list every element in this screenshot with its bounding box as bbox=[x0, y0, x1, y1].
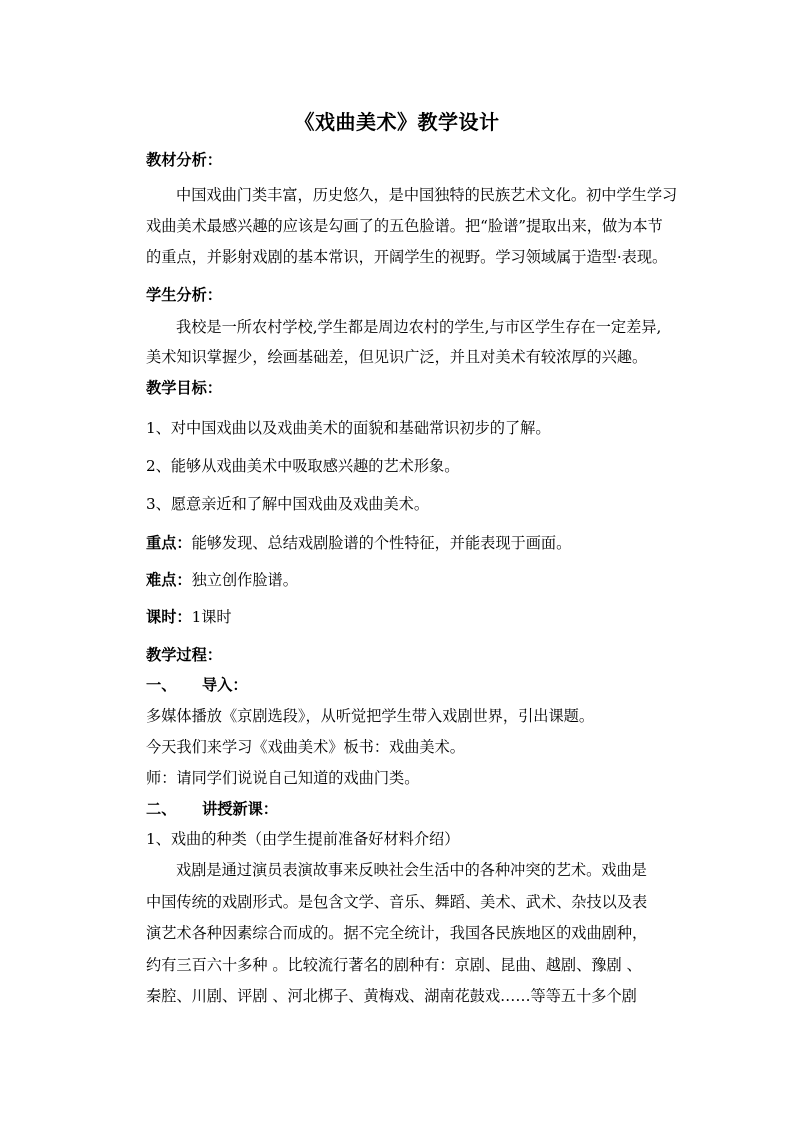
step1-number: 一、 bbox=[146, 676, 177, 694]
student-analysis-line: 我校是一所农村学校,学生都是周边农村的学生,与市区学生存在一定差异, bbox=[176, 318, 662, 336]
difficulty-label: 难点： bbox=[146, 571, 192, 589]
material-analysis-line: 的重点，并影射戏剧的基本常识，开阔学生的视野。学习领域属于造型·表现。 bbox=[146, 248, 668, 266]
teaching-goals-heading: 教学目标： bbox=[146, 379, 222, 397]
process-step2-heading bbox=[146, 799, 686, 819]
step1-line: 今天我们来学习《戏曲美术》板书：戏曲美术。 bbox=[146, 738, 465, 756]
key-point bbox=[146, 533, 686, 553]
step2-line: 戏剧是通过演员表演故事来反映社会生活中的各种冲突的艺术。戏曲是 bbox=[176, 861, 647, 879]
process-step1-heading bbox=[146, 675, 686, 695]
student-analysis-heading: 学生分析： bbox=[146, 286, 222, 304]
step2-line: 约有三百六十多种 。比较流行著名的剧种有：京剧、昆曲、越剧、豫剧 、 bbox=[146, 956, 642, 974]
step2-number: 二、 bbox=[146, 800, 177, 818]
step2-sub-heading: 1、戏曲的种类（由学生提前准备好材料介绍） bbox=[146, 830, 460, 848]
key-point-label: 重点： bbox=[146, 534, 192, 552]
step1-label: 导入： bbox=[202, 676, 248, 694]
step1-line: 多媒体播放《京剧选段》，从听觉把学生带入戏剧世界，引出课题。 bbox=[146, 707, 595, 725]
process-heading: 教学过程： bbox=[146, 646, 222, 664]
step2-line: 秦腔、川剧、评剧 、河北梆子、黄梅戏、湖南花鼓戏……等等五十多个剧 bbox=[146, 987, 637, 1005]
class-hours bbox=[146, 607, 686, 627]
step1-line: 师：请同学们说说自己知道的戏曲门类。 bbox=[146, 769, 420, 787]
difficulty bbox=[146, 570, 686, 590]
teaching-goal-item: 1、对中国戏曲以及戏曲美术的面貌和基础常识初步的了解。 bbox=[146, 419, 551, 437]
material-analysis-line: 戏曲美术最感兴趣的应该是勾画了的五色脸谱。把“脸谱”提取出来，做为本节 bbox=[146, 217, 663, 235]
difficulty-text: 独立创作脸谱。 bbox=[191, 571, 298, 589]
teaching-goal-item: 3、愿意亲近和了解中国戏曲及戏曲美术。 bbox=[146, 495, 430, 513]
teaching-goal-item: 2、能够从戏曲美术中吸取感兴趣的艺术形象。 bbox=[146, 457, 460, 475]
class-hours-label: 课时： bbox=[146, 608, 192, 626]
class-hours-text: 1课时 bbox=[191, 608, 232, 626]
document-title: 《戏曲美术》教学设计 bbox=[294, 110, 500, 134]
material-analysis-heading: 教材分析： bbox=[146, 151, 222, 169]
step2-line: 中国传统的戏剧形式。是包含文学、音乐、舞蹈、美术、武术、杂技以及表 bbox=[146, 893, 648, 911]
step2-line: 演艺术各种因素综合而成的。据不完全统计，我国各民族地区的戏曲剧种， bbox=[146, 924, 648, 942]
material-analysis-line: 中国戏曲门类丰富，历史悠久，是中国独特的民族艺术文化。初中学生学习 bbox=[176, 186, 678, 204]
key-point-text: 能够发现、总结戏剧脸谱的个性特征，并能表现于画面。 bbox=[191, 534, 572, 552]
student-analysis-line: 美术知识掌握少，绘画基础差，但见识广泛，并且对美术有较浓厚的兴趣。 bbox=[146, 348, 648, 366]
step2-label: 讲授新课： bbox=[202, 800, 278, 818]
